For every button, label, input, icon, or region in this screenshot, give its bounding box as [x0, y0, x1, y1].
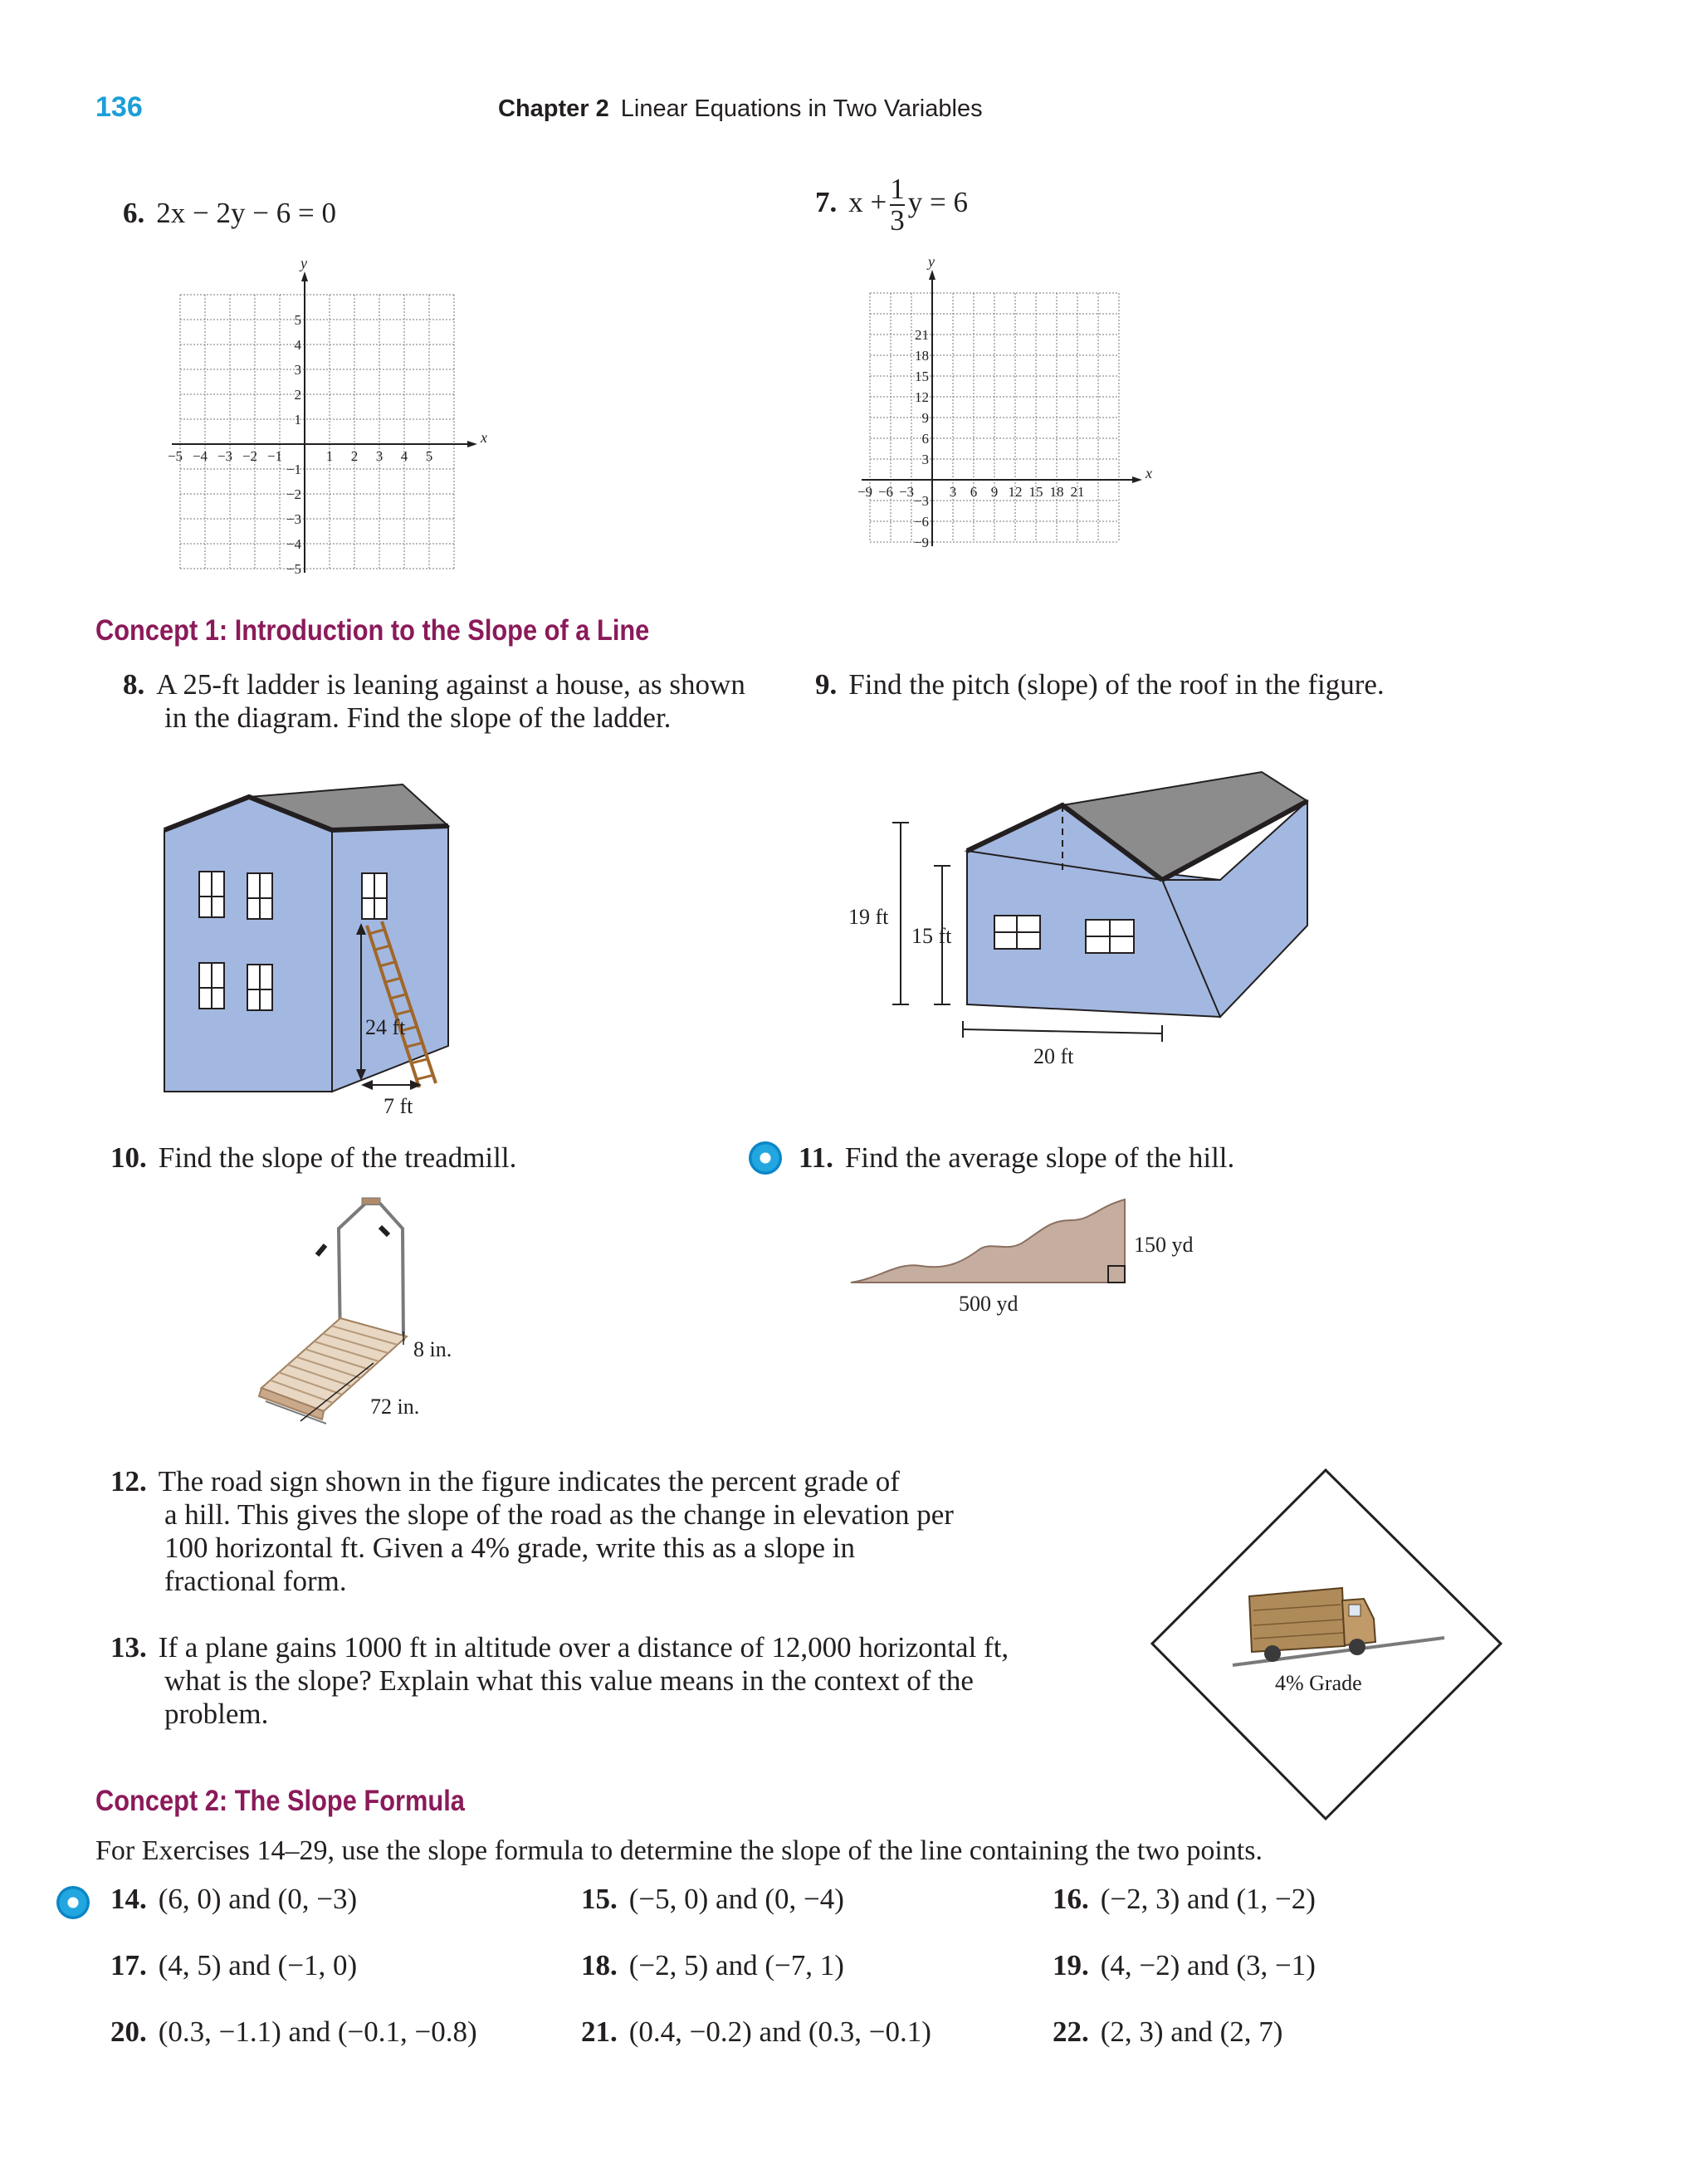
- wall-height-label: 15 ft: [911, 924, 952, 948]
- fraction-numerator: 1: [890, 173, 905, 205]
- problem-number: 9.: [815, 668, 838, 701]
- treadmill-run-label: 72 in.: [370, 1395, 420, 1419]
- x-tick-label: −1: [266, 448, 283, 464]
- hill-rise-label: 150 yd: [1134, 1233, 1194, 1257]
- x-tick-label: 18: [1049, 484, 1064, 500]
- x-tick-label: −9: [857, 484, 873, 500]
- x-tick-label: −5: [167, 448, 183, 464]
- problem-text: Find the pitch (slope) of the roof in the figure.: [848, 668, 1385, 701]
- y-tick-label: 12: [915, 389, 929, 405]
- y-tick-label: 5: [294, 312, 301, 328]
- road-sign: [1150, 1468, 1507, 1825]
- exercise-number: 20.: [110, 2015, 147, 2048]
- equation-rhs: y = 6: [907, 186, 968, 219]
- x-tick-label: 5: [425, 448, 433, 464]
- exercise-text: (2, 3) and (2, 7): [1100, 2015, 1283, 2048]
- x-tick-label: 6: [970, 484, 978, 500]
- fraction: [890, 174, 905, 236]
- y-tick-label: 3: [294, 362, 301, 378]
- exercise-text: (4, 5) and (−1, 0): [158, 1949, 358, 1981]
- y-axis-arrow: [929, 270, 935, 280]
- problem-13-line-3: problem.: [164, 1698, 269, 1730]
- exercise-text: (−2, 3) and (1, −2): [1100, 1883, 1316, 1915]
- y-tick-label: −4: [286, 536, 301, 552]
- exercise-number: 15.: [581, 1883, 618, 1915]
- exercise-21: [581, 2015, 931, 2049]
- x-tick-label: −6: [877, 484, 894, 500]
- problem-text: Find the slope of the treadmill.: [158, 1141, 517, 1174]
- problem-number: 11.: [799, 1141, 833, 1174]
- exercise-number: 14.: [110, 1883, 147, 1915]
- x-tick-label: 3: [949, 484, 957, 500]
- x-axis-arrow: [467, 441, 477, 447]
- problem-number: 8.: [123, 668, 145, 701]
- coordinate-grid-7[interactable]: [843, 253, 1162, 556]
- problem-11: [799, 1141, 1234, 1175]
- width-label: 20 ft: [1033, 1044, 1074, 1068]
- exercise-text: (6, 0) and (0, −3): [158, 1883, 358, 1915]
- problem-10: [110, 1141, 516, 1175]
- concept-2-heading: Concept 2: The Slope Formula: [95, 1785, 465, 1817]
- y-tick-label: 21: [915, 327, 929, 343]
- y-tick-label: 2: [294, 387, 301, 403]
- exercise-instructions: For Exercises 14–29, use the slope formula to determine the slope of the line containing the two points.: [95, 1835, 1263, 1866]
- exercise-text: (−5, 0) and (0, −4): [628, 1883, 844, 1915]
- ladder-base-label: 7 ft: [383, 1094, 413, 1118]
- exercise-text: (−2, 5) and (−7, 1): [628, 1949, 844, 1981]
- problem-13: [110, 1631, 1009, 1664]
- running-head: [498, 95, 983, 123]
- x-tick-label: 1: [325, 448, 334, 464]
- problem-12-line-2: a hill. This gives the slope of the road as the change in elevation per: [164, 1498, 954, 1531]
- exercise-16: [1053, 1883, 1316, 1916]
- total-height-label: 19 ft: [848, 905, 889, 929]
- x-tick-label: 12: [1008, 484, 1023, 500]
- x-tick-label: −3: [217, 448, 233, 464]
- problem-line-1: The road sign shown in the figure indicates the percent grade of: [158, 1465, 900, 1498]
- hill-run-label: 500 yd: [959, 1292, 1019, 1316]
- x-tick-label: 4: [400, 448, 408, 464]
- y-axis-label: y: [300, 255, 307, 271]
- x-axis-arrow: [1132, 476, 1142, 483]
- x-tick-label: −3: [898, 484, 915, 500]
- exercise-number: 21.: [581, 2015, 618, 2048]
- x-tick-label: −2: [242, 448, 258, 464]
- cd-icon[interactable]: [749, 1141, 782, 1175]
- exercise-14: [110, 1883, 357, 1916]
- y-tick-label: −5: [286, 561, 301, 577]
- problem-number: 13.: [110, 1631, 147, 1664]
- ladder-rung: [417, 1075, 433, 1079]
- roof-pitch-figure: [888, 768, 1320, 1058]
- y-tick-label: 18: [915, 348, 929, 364]
- problem-number: 7.: [815, 186, 838, 219]
- problem-number: 6.: [123, 197, 145, 229]
- equation-lhs: x +: [848, 186, 887, 219]
- exercise-text: (0.4, −0.2) and (0.3, −0.1): [628, 2015, 931, 2048]
- exercise-text: (0.3, −1.1) and (−0.1, −0.8): [158, 2015, 477, 2048]
- exercise-number: 17.: [110, 1949, 147, 1981]
- exercise-number: 22.: [1053, 2015, 1089, 2048]
- y-axis-arrow: [301, 271, 308, 281]
- sign-label: 4% Grade: [1275, 1671, 1362, 1695]
- concept-1-heading: Concept 1: Introduction to the Slope of a Line: [95, 614, 650, 647]
- page-number: 136: [95, 91, 143, 123]
- equation: 2x − 2y − 6 = 0: [156, 197, 336, 229]
- y-tick-label: 6: [921, 431, 929, 447]
- problem-9: [815, 668, 1385, 701]
- cd-icon[interactable]: [56, 1886, 90, 1919]
- house-ladder-figure: [149, 772, 498, 1121]
- exercise-number: 19.: [1053, 1949, 1089, 1981]
- y-tick-label: 9: [921, 410, 929, 426]
- problem-13-line-2: what is the slope? Explain what this value means in the context of the: [164, 1664, 974, 1697]
- ladder-height-label: 24 ft: [365, 1015, 406, 1039]
- exercise-20: [110, 2015, 477, 2049]
- exercise-19: [1053, 1949, 1316, 1982]
- exercise-number: 18.: [581, 1949, 618, 1981]
- fraction-denominator: 3: [890, 204, 905, 237]
- problem-text: Find the average slope of the hill.: [844, 1141, 1235, 1174]
- x-tick-label: 9: [990, 484, 999, 500]
- chapter-label: Chapter 2: [498, 95, 609, 122]
- exercise-22: [1053, 2015, 1282, 2049]
- y-axis-label: y: [928, 253, 935, 270]
- y-tick-label: −1: [286, 462, 301, 477]
- y-tick-label: −6: [913, 514, 929, 530]
- y-tick-label: −3: [286, 511, 301, 527]
- problem-text-line-1: A 25-ft ladder is leaning against a house, as shown: [156, 668, 745, 701]
- exercise-number: 16.: [1053, 1883, 1089, 1915]
- y-tick-label: 3: [921, 452, 929, 467]
- exercise-15: [581, 1883, 844, 1916]
- x-axis-label: x: [481, 429, 487, 446]
- treadmill-rise-label: 8 in.: [413, 1337, 452, 1361]
- problem-7: [815, 174, 968, 236]
- coordinate-grid-6[interactable]: [158, 253, 487, 577]
- x-tick-label: −4: [192, 448, 208, 464]
- exercise-text: (4, −2) and (3, −1): [1100, 1949, 1316, 1981]
- y-tick-label: −3: [913, 493, 929, 509]
- problem-12: [110, 1465, 900, 1498]
- x-tick-label: 15: [1028, 484, 1043, 500]
- y-tick-label: 15: [915, 369, 929, 384]
- y-tick-label: −9: [913, 535, 929, 550]
- problem-number: 10.: [110, 1141, 147, 1174]
- x-tick-label: 21: [1070, 484, 1085, 500]
- problem-6: [123, 197, 336, 230]
- x-tick-label: 2: [350, 448, 359, 464]
- x-tick-label: 3: [375, 448, 383, 464]
- x-axis-label: x: [1146, 465, 1152, 481]
- y-tick-label: 1: [294, 412, 301, 428]
- problem-8: [123, 668, 745, 701]
- exercise-17: [110, 1949, 357, 1982]
- y-tick-label: −2: [286, 486, 301, 502]
- problem-line-1: If a plane gains 1000 ft in altitude over a distance of 12,000 horizontal ft,: [158, 1631, 1009, 1664]
- problem-8-line-2: in the diagram. Find the slope of the ladder.: [164, 701, 672, 734]
- exercise-18: [581, 1949, 844, 1982]
- problem-number: 12.: [110, 1465, 147, 1498]
- problem-12-line-4: fractional form.: [164, 1565, 347, 1597]
- problem-12-line-3: 100 horizontal ft. Given a 4% grade, write this as a slope in: [164, 1532, 856, 1564]
- chapter-title: Linear Equations in Two Variables: [620, 95, 983, 122]
- y-tick-label: 4: [294, 337, 301, 353]
